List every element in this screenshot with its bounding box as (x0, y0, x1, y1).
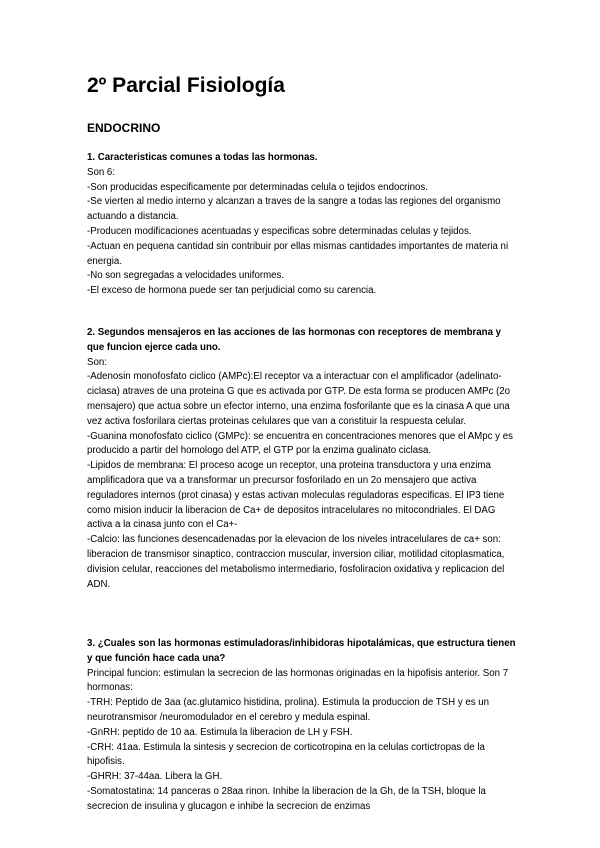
question-heading: 2. Segundos mensajeros en las acciones de las hormonas con receptores de membrana y que funcion ejerce cada uno. (87, 327, 502, 353)
page-title: 2º Parcial Fisiología (87, 74, 285, 97)
paragraph: -Actuan en pequena cantidad sin contribuir por ellas mismas cantidades importantes de materia ni energia. (87, 240, 509, 267)
paragraph: -Producen modificaciones acentuadas y especificas sobre determinadas celulas y tejidos. (87, 225, 472, 237)
paragraph: -Se vierten al medio interno y alcanzan a traves de la sangre a todas las regiones del organismo actuando a distancia. (87, 196, 501, 223)
paragraph: Son: (87, 356, 107, 368)
paragraph: -Lipidos de membrana: El proceso acoge un receptor, una proteina transductora y una enzima amplificadora que va a transformar un precursor fosforilado en un 2o mensajero que activa reguladores internos (prot cinasa) y estas activan moleculas reguladoras especificas. El IP3 tiene como mision inducir la liberacion de Ca+ de depositos intracelulares no mitocondriales. El DAG activa a la cinasa junto con el Ca+- (87, 460, 505, 531)
paragraph: -Calcio: las funciones desencadenadas por la elevacion de los niveles intracelulares de ca+ son: liberacion de transmisor sinaptico, contraccion muscular, inversion ciliar, motilidad citoplasmatica, division celular, reacciones del metabolismo intermediario, fosfoliracion oxidativa y replicacion del ADN. (87, 534, 505, 590)
paragraph: -GnRH: peptido de 10 aa. Estimula la liberacion de LH y FSH. (87, 726, 353, 738)
paragraph: -TRH: Peptido de 3aa (ac.glutamico histidina, prolina). Estimula la produccion de TSH y es un neurotransmisor /neuromodulador en el cerebro y medula espinal. (87, 697, 490, 723)
question-heading: 3. ¿Cuales son las hormonas estimuladoras/inhibidoras hipotalámicas, que estructura tienen y que función hace cada una? (87, 638, 516, 664)
paragraph: Son 6: (87, 166, 116, 178)
section-heading: ENDOCRINO (87, 121, 161, 135)
question-block-1 (87, 151, 517, 299)
paragraph: -Guanina monofosfato ciclico (GMPc): se encuentra en concentraciones menores que el AMpc y es producido a partir del homologo del ATP, el GTP por la enzima gualinato ciclasa. (87, 430, 513, 457)
paragraph: -No son segregadas a velocidades uniformes. (87, 270, 285, 282)
question-block-3 (87, 637, 517, 815)
paragraph: -Somatostatina: 14 panceras o 28aa rinon. Inhibe la liberacion de la Gh, de la TSH, bloque la secrecion de insulina y glucagon e inhibe la secrecion de enzimas (87, 785, 486, 812)
paragraph: -El exceso de hormona puede ser tan perjudicial como su carencia. (87, 285, 377, 297)
question-block-2 (87, 326, 517, 592)
paragraph: -Son producidas especificamente por determinadas celula o tejidos endocrinos. (87, 181, 428, 193)
paragraph: -GHRH: 37-44aa. Libera la GH. (87, 771, 223, 783)
paragraph: -Adenosin monofosfato ciclico (AMPc):El receptor va a interactuar con el amplificador (adelinato-ciclasa) atraves de una proteina G que es activada por GTP. De esta forma se producen AMPc (2o mensajero) que actua sobre un efector interno, una enzima fosforilante que es la cinasa A que una vez activa fosforilara ciertas proteinas celulares que van a constituir la respuesta celular. (87, 371, 511, 427)
paragraph: -CRH: 41aa. Estimula la sintesis y secrecion de corticotropina en la celulas cortictropas de la hipofisis. (87, 741, 485, 768)
paragraph: Principal funcion: estimulan la secrecion de las hormonas originadas en la hipofisis anterior. Son 7 hormonas: (87, 667, 509, 694)
question-heading: 1. Caracteristicas comunes a todas las hormonas. (87, 152, 318, 163)
